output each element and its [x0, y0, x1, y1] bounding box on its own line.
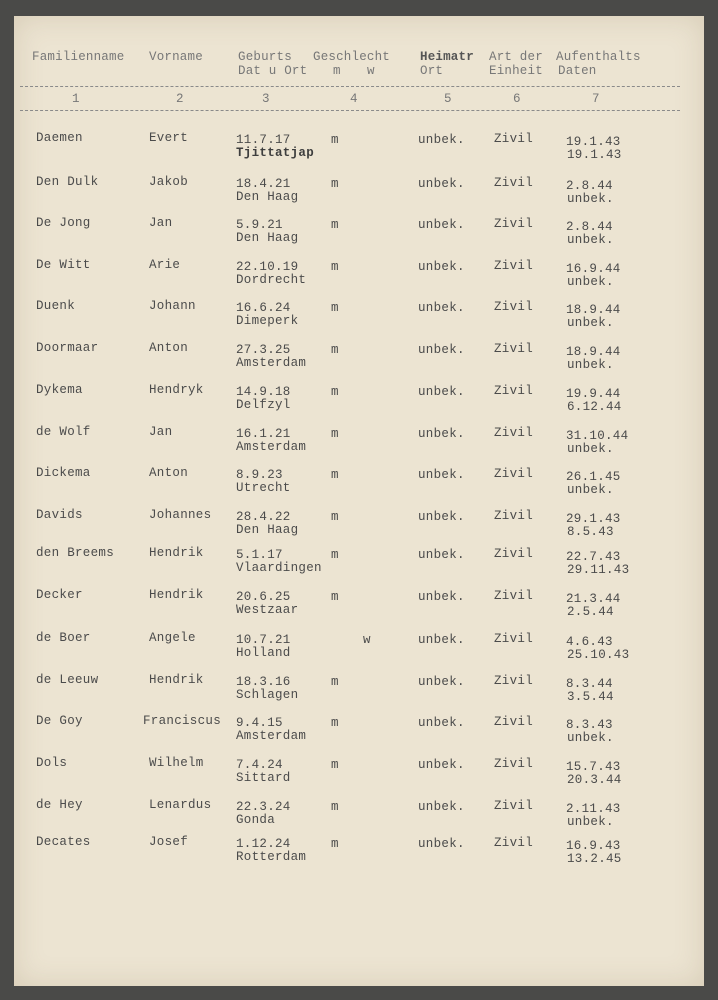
stay-date-cell: 2.8.44 — [566, 220, 613, 234]
sex-cell: m — [331, 800, 339, 814]
unit-cell: Zivil — [494, 467, 534, 481]
surname-cell: Dykema — [36, 383, 83, 397]
birth-place-cell: Amsterdam — [236, 729, 307, 743]
birth-place-cell: Den Haag — [236, 231, 299, 245]
unit-cell: Zivil — [494, 509, 534, 523]
column-number: 3 — [262, 92, 270, 106]
home-cell: unbek. — [418, 133, 465, 147]
surname-cell: Daemen — [36, 131, 83, 145]
sex-cell: m — [331, 343, 339, 357]
header-geburts: Geburts — [238, 50, 292, 64]
sex-cell: m — [331, 468, 339, 482]
birth-date-cell: 18.4.21 — [236, 177, 291, 191]
birth-place-cell: Amsterdam — [236, 356, 307, 370]
birth-date-cell: 9.4.15 — [236, 716, 283, 730]
birth-date-cell: 5.9.21 — [236, 218, 283, 232]
firstname-cell: Josef — [149, 835, 189, 849]
firstname-cell: Johann — [149, 299, 196, 313]
home-cell: unbek. — [418, 675, 465, 689]
home-cell: unbek. — [418, 590, 465, 604]
surname-cell: Davids — [36, 508, 83, 522]
unit-cell: Zivil — [494, 757, 534, 771]
birth-date-cell: 16.1.21 — [236, 427, 291, 441]
home-cell: unbek. — [418, 758, 465, 772]
birth-place-cell: Gonda — [236, 813, 276, 827]
birth-place-cell: Den Haag — [236, 523, 299, 537]
firstname-cell: Wilhelm — [149, 756, 204, 770]
header-heimatort-sub: Ort — [420, 64, 444, 78]
stay-date-cell: 18.9.44 — [566, 345, 621, 359]
sex-cell: m — [331, 716, 339, 730]
birth-date-cell: 7.4.24 — [236, 758, 283, 772]
unit-cell: Zivil — [494, 589, 534, 603]
sex-cell: m — [331, 177, 339, 191]
home-cell: unbek. — [418, 260, 465, 274]
column-number: 2 — [176, 92, 184, 106]
home-cell: unbek. — [418, 343, 465, 357]
home-cell: unbek. — [418, 548, 465, 562]
unit-cell: Zivil — [494, 217, 534, 231]
home-cell: unbek. — [418, 716, 465, 730]
header-geschlecht-m: m — [333, 64, 341, 78]
unit-cell: Zivil — [494, 300, 534, 314]
birth-place-cell: Dordrecht — [236, 273, 307, 287]
birth-place-cell: Tjittatjap — [236, 146, 315, 160]
header-rule-top — [20, 86, 680, 87]
stay-date-cell: 19.1.43 — [566, 135, 621, 149]
stay-date-cell: 26.1.45 — [566, 470, 621, 484]
unit-cell: Zivil — [494, 259, 534, 273]
birth-date-cell: 16.6.24 — [236, 301, 291, 315]
header-rule-bottom — [20, 110, 680, 111]
firstname-cell: Lenardus — [149, 798, 212, 812]
birth-place-cell: Westzaar — [236, 603, 299, 617]
stay-date-cell: 4.6.43 — [566, 635, 613, 649]
firstname-cell: Franciscus — [143, 714, 222, 728]
surname-cell: Dols — [36, 756, 68, 770]
birth-date-cell: 28.4.22 — [236, 510, 291, 524]
birth-date-cell: 11.7.17 — [236, 133, 291, 147]
firstname-cell: Angele — [149, 631, 196, 645]
stay-date-cell: 21.3.44 — [566, 592, 621, 606]
stay-date-cell: 8.3.44 — [566, 677, 613, 691]
unit-cell: Zivil — [494, 836, 534, 850]
birth-place-cell: Delfzyl — [236, 398, 291, 412]
surname-cell: Decker — [36, 588, 83, 602]
home-cell: unbek. — [418, 177, 465, 191]
birth-place-cell: Holland — [236, 646, 291, 660]
stay-date-cell: 16.9.44 — [566, 262, 621, 276]
surname-cell: Dickema — [36, 466, 91, 480]
home-cell: unbek. — [418, 800, 465, 814]
birth-date-cell: 10.7.21 — [236, 633, 291, 647]
birth-date-cell: 8.9.23 — [236, 468, 283, 482]
header-geburts-sub: Dat u Ort — [238, 64, 308, 78]
stay-date-cell: unbek. — [567, 192, 614, 206]
stay-date-cell: unbek. — [567, 233, 614, 247]
unit-cell: Zivil — [494, 426, 534, 440]
sex-cell: m — [331, 427, 339, 441]
header-familienname: Familienname — [32, 50, 125, 64]
stay-date-cell: 8.5.43 — [567, 525, 614, 539]
unit-cell: Zivil — [494, 799, 534, 813]
birth-date-cell: 18.3.16 — [236, 675, 291, 689]
birth-place-cell: Schlagen — [236, 688, 299, 702]
unit-cell: Zivil — [494, 384, 534, 398]
surname-cell: Den Dulk — [36, 175, 99, 189]
stay-date-cell: 6.12.44 — [567, 400, 622, 414]
surname-cell: Duenk — [36, 299, 76, 313]
birth-date-cell: 22.10.19 — [236, 260, 299, 274]
column-number: 6 — [513, 92, 521, 106]
stay-date-cell: 2.11.43 — [566, 802, 621, 816]
stay-date-cell: unbek. — [567, 442, 614, 456]
header-heimatort: Heimatr — [420, 50, 474, 64]
firstname-cell: Johannes — [149, 508, 212, 522]
birth-place-cell: Rotterdam — [236, 850, 307, 864]
home-cell: unbek. — [418, 218, 465, 232]
stay-date-cell: 2.5.44 — [567, 605, 614, 619]
stay-date-cell: 18.9.44 — [566, 303, 621, 317]
sex-cell: m — [331, 837, 339, 851]
sex-cell: m — [331, 260, 339, 274]
stay-date-cell: 2.8.44 — [566, 179, 613, 193]
sex-cell: m — [331, 133, 339, 147]
firstname-cell: Hendrik — [149, 546, 204, 560]
home-cell: unbek. — [418, 301, 465, 315]
unit-cell: Zivil — [494, 674, 534, 688]
stay-date-cell: 29.1.43 — [566, 512, 621, 526]
home-cell: unbek. — [418, 468, 465, 482]
birth-date-cell: 5.1.17 — [236, 548, 283, 562]
surname-cell: de Boer — [36, 631, 91, 645]
firstname-cell: Arie — [149, 258, 181, 272]
sex-cell: m — [331, 758, 339, 772]
stay-date-cell: unbek. — [567, 358, 614, 372]
sex-cell: m — [331, 675, 339, 689]
firstname-cell: Jan — [149, 425, 173, 439]
stay-date-cell: 19.1.43 — [567, 148, 622, 162]
birth-date-cell: 20.6.25 — [236, 590, 291, 604]
birth-place-cell: Utrecht — [236, 481, 291, 495]
header-einheit-sub: Einheit — [489, 64, 543, 78]
stay-date-cell: 19.9.44 — [566, 387, 621, 401]
firstname-cell: Anton — [149, 466, 189, 480]
sex-cell: w — [363, 633, 371, 647]
surname-cell: de Hey — [36, 798, 83, 812]
stay-date-cell: 20.3.44 — [567, 773, 622, 787]
stay-date-cell: 31.10.44 — [566, 429, 629, 443]
header-aufenthalts: Aufenthalts — [556, 50, 641, 64]
unit-cell: Zivil — [494, 547, 534, 561]
surname-cell: Doormaar — [36, 341, 99, 355]
birth-place-cell: Dimeperk — [236, 314, 299, 328]
firstname-cell: Hendrik — [149, 588, 204, 602]
home-cell: unbek. — [418, 385, 465, 399]
stay-date-cell: unbek. — [567, 483, 614, 497]
birth-date-cell: 14.9.18 — [236, 385, 291, 399]
surname-cell: De Jong — [36, 216, 91, 230]
sex-cell: m — [331, 301, 339, 315]
column-number: 4 — [350, 92, 358, 106]
header-einheit: Art der — [489, 50, 543, 64]
sex-cell: m — [331, 548, 339, 562]
home-cell: unbek. — [418, 427, 465, 441]
surname-cell: de Leeuw — [36, 673, 99, 687]
column-number: 7 — [592, 92, 600, 106]
stay-date-cell: 3.5.44 — [567, 690, 614, 704]
home-cell: unbek. — [418, 837, 465, 851]
birth-place-cell: Sittard — [236, 771, 291, 785]
stay-date-cell: unbek. — [567, 316, 614, 330]
birth-place-cell: Vlaardingen — [236, 561, 322, 575]
stay-date-cell: 22.7.43 — [566, 550, 621, 564]
sex-cell: m — [331, 590, 339, 604]
firstname-cell: Hendrik — [149, 673, 204, 687]
unit-cell: Zivil — [494, 715, 534, 729]
column-number: 1 — [72, 92, 80, 106]
header-geschlecht-w: w — [367, 64, 375, 78]
unit-cell: Zivil — [494, 342, 534, 356]
firstname-cell: Hendryk — [149, 383, 204, 397]
home-cell: unbek. — [418, 633, 465, 647]
stay-date-cell: 29.11.43 — [567, 563, 630, 577]
stay-date-cell: unbek. — [567, 731, 614, 745]
unit-cell: Zivil — [494, 632, 534, 646]
header-geschlecht: Geschlecht — [313, 50, 391, 64]
firstname-cell: Jan — [149, 216, 173, 230]
surname-cell: De Witt — [36, 258, 91, 272]
birth-date-cell: 27.3.25 — [236, 343, 291, 357]
firstname-cell: Anton — [149, 341, 189, 355]
birth-place-cell: Amsterdam — [236, 440, 307, 454]
sex-cell: m — [331, 385, 339, 399]
stay-date-cell: unbek. — [567, 815, 614, 829]
sex-cell: m — [331, 510, 339, 524]
firstname-cell: Jakob — [149, 175, 189, 189]
birth-place-cell: Den Haag — [236, 190, 299, 204]
birth-date-cell: 22.3.24 — [236, 800, 291, 814]
stay-date-cell: 15.7.43 — [566, 760, 621, 774]
birth-date-cell: 1.12.24 — [236, 837, 291, 851]
stay-date-cell: 8.3.43 — [566, 718, 613, 732]
surname-cell: den Breems — [36, 546, 115, 560]
surname-cell: Decates — [36, 835, 91, 849]
stay-date-cell: unbek. — [567, 275, 614, 289]
firstname-cell: Evert — [149, 131, 189, 145]
unit-cell: Zivil — [494, 176, 534, 190]
column-number: 5 — [444, 92, 452, 106]
stay-date-cell: 13.2.45 — [567, 852, 622, 866]
stay-date-cell: 16.9.43 — [566, 839, 621, 853]
home-cell: unbek. — [418, 510, 465, 524]
sex-cell: m — [331, 218, 339, 232]
header-vorname: Vorname — [149, 50, 203, 64]
header-aufenthalts-sub: Daten — [558, 64, 597, 78]
surname-cell: De Goy — [36, 714, 83, 728]
stay-date-cell: 25.10.43 — [567, 648, 630, 662]
surname-cell: de Wolf — [36, 425, 91, 439]
unit-cell: Zivil — [494, 132, 534, 146]
